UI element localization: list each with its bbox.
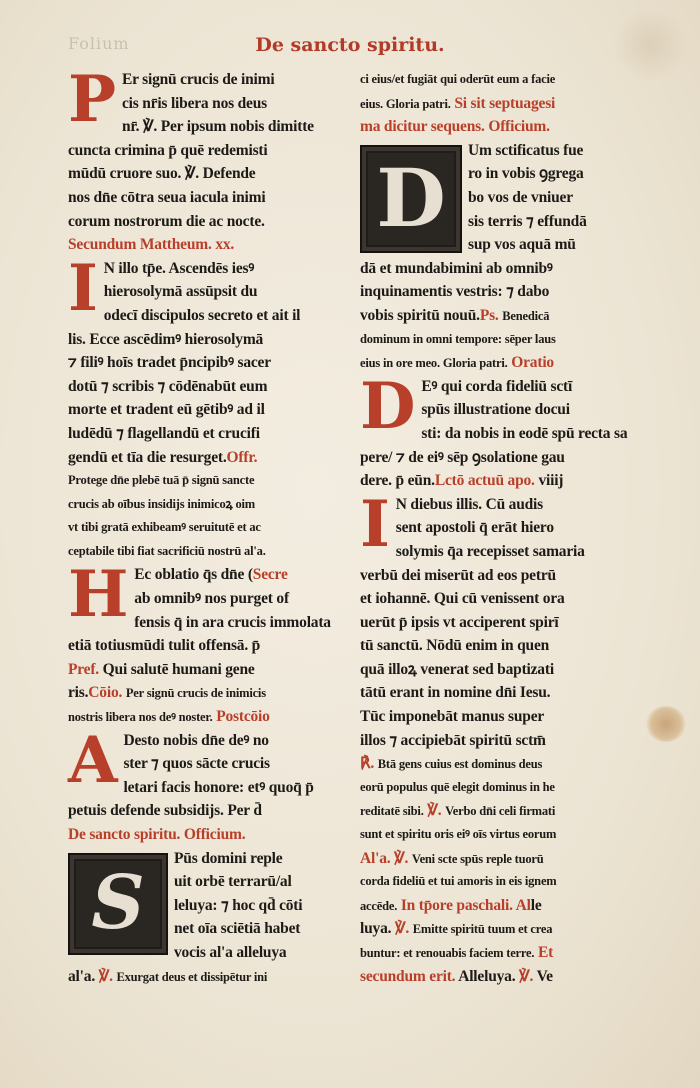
versicle-mark: ℣. <box>98 967 113 985</box>
text-line: N diebus illis. Cū audis <box>395 495 543 513</box>
text-line: hierosolymā assūpsit du <box>103 283 258 301</box>
rubric-text: Secundum Mattheum. xx. <box>68 236 235 254</box>
rubric-text: De sancto spiritu. Officium. <box>68 826 246 843</box>
text-fragment: Ec oblatio q̄s dn̄e ( <box>134 566 253 584</box>
initial-letter-d: D <box>360 368 416 444</box>
text-line-small: Protege dn̄e plebē tuā p̄ signū sancte <box>68 473 255 488</box>
text-line: mūdū cruore suo. ℣. Defende <box>68 165 256 183</box>
text-fragment: buntur: et renouabis faciem terre. <box>360 946 535 960</box>
text-line-small: crucis ab oībus insidijs inimicoꝝ oim <box>68 496 256 511</box>
text-line <box>360 92 630 116</box>
text-line: verbū dei miserūt ad eos petrū <box>360 566 556 584</box>
text-line <box>68 658 338 682</box>
rubric-oratio: Oratio <box>511 354 554 372</box>
text-line: Desto nobis dn̄e deꝰ no <box>123 731 269 749</box>
left-column <box>68 62 338 988</box>
versicle-mark: ℣. <box>519 967 534 985</box>
rubric-alleluia: Al'a. <box>360 849 391 867</box>
text-line: cuncta crimina p̄ quē redemisti <box>68 141 268 159</box>
text-line <box>68 446 338 470</box>
text-line: petuis defende subsidijs. Per d̄ <box>68 802 262 820</box>
text-line <box>360 941 630 965</box>
rubric-septuagesima: Si sit septuagesi <box>454 94 556 112</box>
text-line: Pūs domini reple <box>174 849 283 867</box>
text-line <box>360 752 630 776</box>
responsory-mark: ℟. <box>360 755 375 773</box>
rubric-psalm: Ps. <box>479 306 499 324</box>
text-fragment: Emitte spiritū tuum et crea <box>412 922 553 937</box>
text-line: ludēdū ⁊ flagellandū et crucifi <box>68 424 260 442</box>
text-line-small: sunt et spiritu oris eiꝰ oīs virtus eorum <box>360 827 557 842</box>
text-line: spūs illustratione docui <box>421 401 570 419</box>
text-line-small: dominum in omni tempore: sēper laus <box>360 331 556 346</box>
rubric-offertory: Offr. <box>226 448 258 466</box>
text-fragment: le <box>530 896 542 914</box>
text-line: lis. Ecce ascēdimꝰ hierosolymā <box>68 330 264 348</box>
text-fragment: Verbo dn̄i celi firmati <box>445 804 556 819</box>
text-line <box>68 965 338 989</box>
text-line <box>68 681 338 705</box>
woodcut-initial-s: S <box>68 853 168 955</box>
text-line <box>360 965 630 989</box>
initial-letter-a: A <box>68 722 118 798</box>
rubric-postcommunion: Postcōio <box>216 708 270 726</box>
text-fragment: gendū et tīa die resurget. <box>68 448 227 466</box>
text-line <box>360 847 630 871</box>
text-line: sis terris ⁊ effundā <box>468 212 587 230</box>
text-line <box>360 894 630 918</box>
text-fragment: Veni scte spūs reple tuorū <box>411 851 544 866</box>
text-line: ro in vobis ꝯgrega <box>468 165 584 183</box>
text-line: vocis al'a alleluya <box>174 943 287 961</box>
initial-letter-p: P <box>68 62 116 137</box>
rubric-officium <box>68 823 338 847</box>
initial-al: Al <box>515 896 531 914</box>
text-fragment: nostris libera nos deꝰ noster. <box>68 710 213 725</box>
text-line: pere/ ⁊ de eiꝰ sēp ꝯsolatione gau <box>360 448 565 466</box>
text-line: quā illoꝝ venerat sed baptizati <box>360 660 554 678</box>
rubric-lectio: Lctō actuū apo. <box>434 472 535 490</box>
initial-letter-i: I <box>360 486 390 562</box>
text-line: illos ⁊ accipiebāt spiritū sctm̄ <box>360 731 546 749</box>
text-line: net oīa sciētiā habet <box>174 920 301 938</box>
text-line: nr̄. ℣. Per ipsum nobis dimitte <box>121 118 314 136</box>
text-line: tātū erant in nomine dn̄i Iesu. <box>360 684 551 702</box>
versicle-mark: ℣. <box>394 849 409 867</box>
rubric-secret: Secre <box>252 566 288 584</box>
running-head: De sancto spiritu. <box>255 34 445 56</box>
text-fragment: Benedicā <box>502 308 550 323</box>
text-line <box>360 917 630 941</box>
text-line <box>68 705 338 729</box>
text-line: nos dn̄e cōtra seua iacula inimi <box>68 188 266 206</box>
text-line: Er signū crucis de inimi <box>121 71 275 88</box>
text-line: etiā totiusmūdi tulit offensā. p̄ <box>68 637 261 655</box>
text-fragment: Qui salutē humani gene <box>102 660 255 678</box>
rubric-preface: Pref. <box>68 660 99 678</box>
text-fragment: eius in ore meo. Gloria patri. <box>360 356 508 371</box>
text-line: tū sanctū. Nōdū enim in quen <box>360 637 550 655</box>
text-line: N illo tp̄e. Ascendēs iesꝰ <box>103 259 255 277</box>
text-line <box>360 469 630 493</box>
text-line: solymis q̄a recepisset samaria <box>395 542 585 560</box>
woodcut-initial-d: D <box>360 145 462 253</box>
rubric-et: Et <box>538 944 554 961</box>
text-fragment: Exurgat deus et dissipētur ini <box>116 969 268 984</box>
versicle-mark: ℣. <box>395 920 410 938</box>
text-fragment: luya. <box>360 920 392 938</box>
initial-letter-i: I <box>68 250 98 326</box>
right-column <box>360 68 630 988</box>
text-fragment: reditatē sibi. <box>360 804 424 819</box>
text-line: uerūt p̄ ipsis vt acciperent spirī <box>360 613 559 631</box>
initial-letter-h: H <box>68 557 129 633</box>
text-line: ab omnibꝰ nos purget of <box>134 590 289 608</box>
text-line-small: ceptabile tibi fiat sacrificiū nostrū al'a. <box>68 543 266 558</box>
rubric-gospel <box>68 233 338 257</box>
text-line: corum nostrorum die ac nocte. <box>68 212 265 230</box>
paper-stain <box>646 706 686 742</box>
text-line: dā et mundabimini ab omnibꝰ <box>360 259 553 277</box>
text-line: sti: da nobis in eodē spū recta sa <box>421 424 628 442</box>
text-fragment: Btā gens cuius est dominus deus <box>377 757 543 772</box>
versicle-mark: ℣. <box>427 802 442 820</box>
text-fragment: accēde. <box>360 898 398 913</box>
text-fragment: al'a. <box>68 967 95 985</box>
text-line: uit orbē terrarū/al <box>174 873 292 891</box>
text-line: leluya: ⁊ hoc qd̄ cōti <box>174 896 303 914</box>
rubric-line: ma dicitur sequens. Officium. <box>360 118 550 136</box>
text-line <box>360 304 630 328</box>
text-line-small: corda fideliū et tui amoris in eis ignem <box>360 874 557 889</box>
text-line: dotū ⁊ scribis ⁊ cōdēnabūt eum <box>68 377 268 395</box>
rubric-paschal: In tp̄ore paschali. <box>400 896 513 914</box>
text-line: odecī discipulos secreto et ait il <box>103 306 301 324</box>
text-fragment: dere. p̄ eūn. <box>360 472 435 490</box>
text-fragment: Ve <box>536 967 553 985</box>
text-line: et iohannē. Qui cū venissent ora <box>360 590 565 608</box>
text-fragment: Alleluya. <box>458 967 516 985</box>
text-line: sup vos aquā mū <box>468 236 576 254</box>
text-line: letari facis honore: etꝰ quoq̄ p̄ <box>123 778 314 796</box>
text-line: Um sctificatus fue <box>468 141 584 159</box>
text-fragment: eius. Gloria patri. <box>360 96 451 111</box>
faded-running-head: Folium <box>68 34 130 53</box>
rubric-secundum: secundum erit. <box>360 967 456 985</box>
text-line: morte et tradent eū gētibꝰ ad il <box>68 401 265 419</box>
text-line <box>360 351 630 375</box>
text-fragment: viiij <box>538 472 564 490</box>
text-line: fensis q̄ in ara crucis immolata <box>134 613 331 631</box>
text-line: inquinamentis vestris: ⁊ dabo <box>360 283 550 301</box>
text-fragment: Per signū crucis de inimicis <box>125 686 266 701</box>
text-line: Tūc imponebāt manus super <box>360 708 545 726</box>
rubric-communion: Cōio. <box>88 684 123 702</box>
text-line-small: eorū populus quē elegit dominus in he <box>360 779 555 794</box>
text-line: cis nr̄is libera nos deus <box>121 94 267 112</box>
text-line: bo vos de vniuer <box>468 188 573 206</box>
text-line: ster ⁊ quos sācte crucis <box>123 755 270 773</box>
text-line-small: ci eius/et fugiāt qui oderūt eum a facie <box>360 72 556 86</box>
text-line-small: vt tibi gratā exhibeamꝰ seruitutē et ac <box>68 520 261 535</box>
text-fragment: ris. <box>68 684 89 702</box>
text-line: Eꝰ qui corda fideliū sctī <box>421 377 573 395</box>
text-line: sent apostoli q̄ erāt hiero <box>395 519 554 537</box>
text-line <box>360 799 630 823</box>
text-line: ⁊ filiꝰ hoīs tradet p̄ncipibꝰ sacer <box>68 354 271 372</box>
text-fragment: vobis spiritū nouū. <box>360 306 480 324</box>
